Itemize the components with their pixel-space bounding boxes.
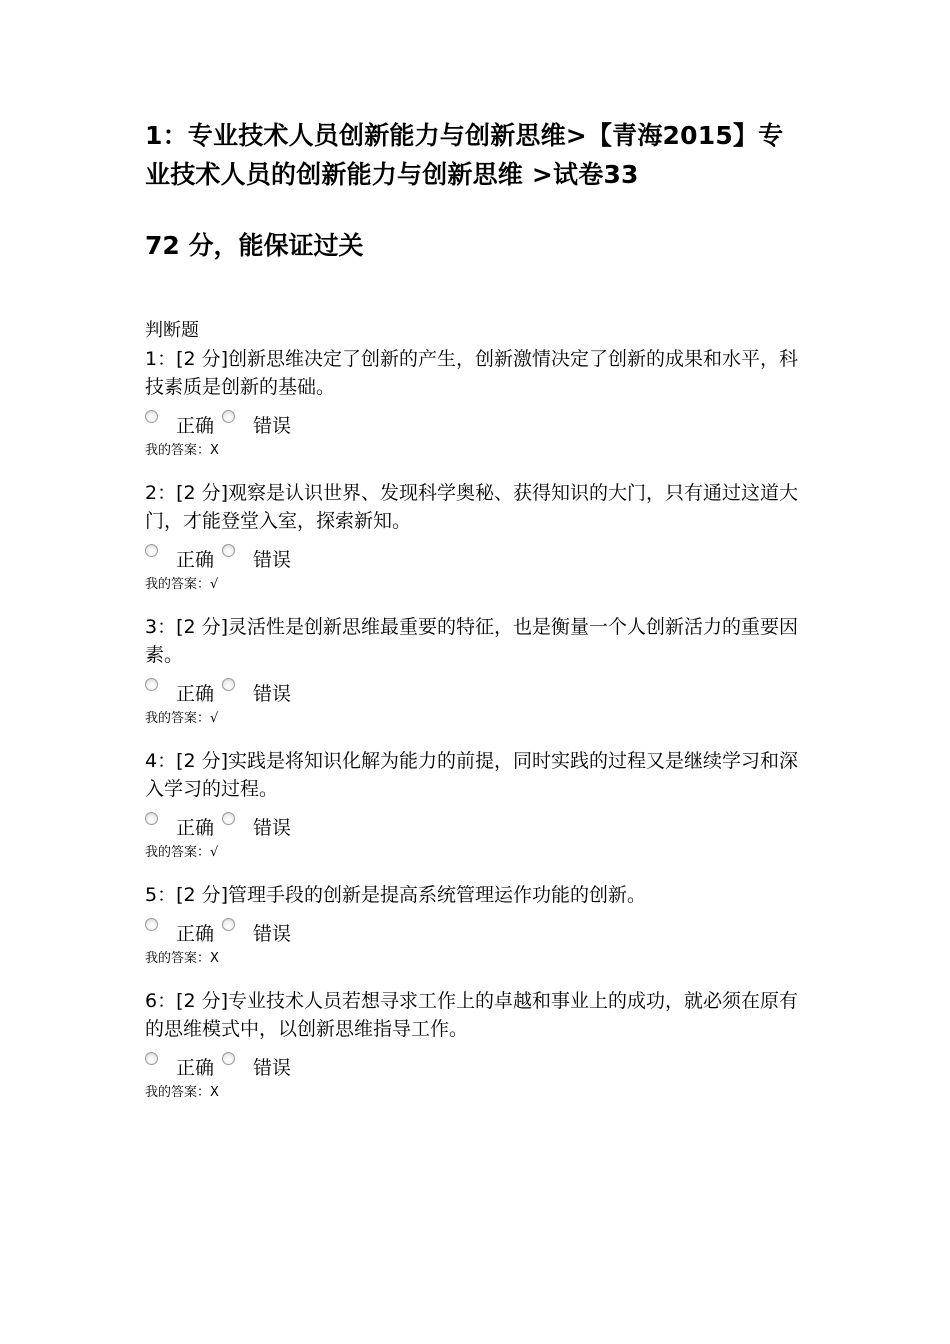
exam-page bbox=[145, 116, 805, 1121]
radio-true[interactable] bbox=[145, 410, 158, 423]
option-false-label: 错误 bbox=[253, 817, 292, 839]
option-false-label: 错误 bbox=[253, 415, 292, 437]
section-label: 判断题 bbox=[145, 320, 199, 341]
answer-options bbox=[145, 807, 805, 843]
question-text: 1：[2 分]创新思维决定了创新的产生，创新激情决定了创新的成果和水平，科技素质是创新的基础。 bbox=[145, 348, 799, 398]
option-true-label: 正确 bbox=[176, 817, 215, 839]
question-item bbox=[145, 881, 805, 969]
radio-true[interactable] bbox=[145, 678, 158, 691]
option-true-label: 正确 bbox=[176, 683, 215, 705]
score-note: 72 分，能保证过关 bbox=[145, 231, 364, 260]
my-answer: 我的答案：√ bbox=[145, 711, 219, 726]
option-false-label: 错误 bbox=[253, 549, 292, 571]
question-text: 6：[2 分]专业技术人员若想寻求工作上的卓越和事业上的成功，就必须在原有的思维模式中，以创新思维指导工作。 bbox=[145, 990, 799, 1040]
question-item bbox=[145, 613, 805, 729]
question-item bbox=[145, 747, 805, 863]
answer-options bbox=[145, 405, 805, 441]
question-item bbox=[145, 479, 805, 595]
radio-false[interactable] bbox=[222, 678, 235, 691]
radio-false[interactable] bbox=[222, 1052, 235, 1065]
option-true-label: 正确 bbox=[176, 1057, 215, 1079]
radio-false[interactable] bbox=[222, 544, 235, 557]
question-text: 4：[2 分]实践是将知识化解为能力的前提，同时实践的过程又是继续学习和深入学习的过程。 bbox=[145, 750, 799, 800]
option-false-label: 错误 bbox=[253, 923, 292, 945]
radio-false[interactable] bbox=[222, 918, 235, 931]
my-answer: 我的答案：√ bbox=[145, 577, 219, 592]
my-answer: 我的答案：X bbox=[145, 951, 219, 966]
my-answer: 我的答案：√ bbox=[145, 845, 219, 860]
option-true-label: 正确 bbox=[176, 415, 215, 437]
page-title: 1：专业技术人员创新能力与创新思维>【青海2015】专业技术人员的创新能力与创新思维 >试卷33 bbox=[145, 121, 784, 189]
radio-true[interactable] bbox=[145, 1052, 158, 1065]
question-text: 2：[2 分]观察是认识世界、发现科学奥秘、获得知识的大门，只有通过这道大门，才能登堂入室，探索新知。 bbox=[145, 482, 799, 532]
radio-true[interactable] bbox=[145, 812, 158, 825]
question-list bbox=[145, 345, 805, 1103]
question-text: 3：[2 分]灵活性是创新思维最重要的特征，也是衡量一个人创新活力的重要因素。 bbox=[145, 616, 799, 666]
question-item bbox=[145, 345, 805, 461]
radio-false[interactable] bbox=[222, 410, 235, 423]
question-text: 5：[2 分]管理手段的创新是提高系统管理运作功能的创新。 bbox=[145, 884, 647, 906]
option-false-label: 错误 bbox=[253, 1057, 292, 1079]
answer-options bbox=[145, 1047, 805, 1083]
radio-true[interactable] bbox=[145, 918, 158, 931]
radio-true[interactable] bbox=[145, 544, 158, 557]
question-item bbox=[145, 987, 805, 1103]
answer-options bbox=[145, 539, 805, 575]
option-true-label: 正确 bbox=[176, 923, 215, 945]
radio-false[interactable] bbox=[222, 812, 235, 825]
option-true-label: 正确 bbox=[176, 549, 215, 571]
my-answer: 我的答案：X bbox=[145, 1085, 219, 1100]
my-answer: 我的答案：X bbox=[145, 443, 219, 458]
answer-options bbox=[145, 913, 805, 949]
answer-options bbox=[145, 673, 805, 709]
option-false-label: 错误 bbox=[253, 683, 292, 705]
